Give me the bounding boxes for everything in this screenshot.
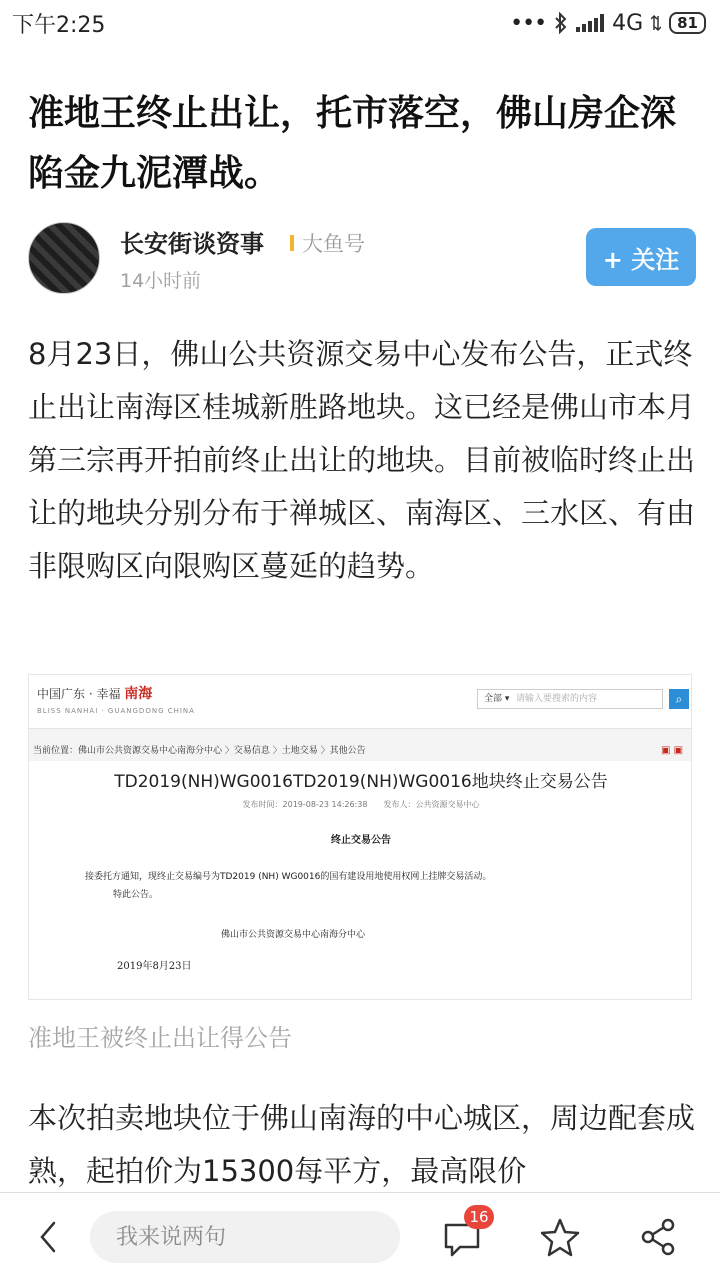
image-notice-body: 接委托方通知，现终止交易编号为TD2019 (NH) WG0016的国有建设用地使用权网上挂牌交易活动。 — [85, 872, 492, 882]
comment-input[interactable] — [90, 1211, 400, 1263]
bluetooth-icon — [554, 12, 568, 34]
battery-icon: 81 — [669, 12, 706, 34]
bottom-toolbar — [0, 1192, 720, 1280]
image-notice-subtitle: 终止交易公告 — [331, 835, 391, 846]
status-time: 下午2:25 — [12, 12, 106, 38]
post-time: 14小时前 — [120, 270, 202, 292]
article-paragraph: 本次拍卖地块位于佛山南海的中心城区，周边配套成熟，起拍价为15300每平方，最高限价 — [28, 1101, 696, 1188]
author-tag — [290, 228, 365, 258]
author-avatar[interactable] — [28, 222, 100, 294]
image-search-box: 全部 ▾ 请输入要搜索的内容 — [477, 689, 663, 709]
signal-icon — [576, 14, 604, 32]
image-notice-title: TD2019(NH)WG0016TD2019(NH)WG0016地块终止交易公告 — [114, 772, 608, 792]
status-bar — [0, 0, 720, 46]
image-caption: 准地王被终止出让得公告 — [28, 1024, 292, 1052]
more-dots-icon: ••• — [510, 10, 547, 36]
favorite-star-icon[interactable] — [538, 1215, 582, 1259]
image-notice-closing: 特此公告。 — [113, 890, 159, 900]
image-site-header — [29, 675, 691, 729]
share-icon[interactable] — [636, 1215, 680, 1259]
image-search-icon: ⌕ — [669, 689, 689, 709]
follow-button[interactable]: + 关注 — [586, 228, 696, 286]
data-arrows-icon — [651, 12, 661, 34]
back-icon[interactable] — [30, 1213, 66, 1261]
image-site-logo: 中国广东 · 幸福 南海 — [37, 686, 153, 702]
status-icons — [510, 11, 706, 36]
tag-bar-icon — [290, 235, 294, 251]
image-notice-panel — [29, 761, 692, 1000]
article-paragraph: 8月23日，佛山公共资源交易中心发布公告，正式终止出让南海区桂城新胜路地块。这已经是佛山市本月第三宗再开拍前终止出让的地块。目前被临时终止出让的地块分别分布于禅城区、南海区、三水区、有由非限购区向限购区蔓延的趋势。 — [28, 337, 696, 583]
image-notice-org: 佛山市公共资源交易中心南海分中心 — [221, 930, 366, 940]
article-title: 准地王终止出让，托市落空，佛山房企深陷金九泥潭战。 — [28, 93, 677, 194]
image-breadcrumb: 当前位置：佛山市公共资源交易中心南海分中心 〉交易信息 〉土地交易 〉其他公告 — [33, 746, 366, 756]
author-name[interactable]: 长安街谈资事 — [120, 230, 264, 258]
author-tag-label: 大鱼号 — [302, 232, 365, 256]
image-notice-meta: 发布时间：2019-08-23 14:26:38 发布人：公共资源交易中心 — [242, 800, 480, 809]
author-row — [28, 220, 696, 296]
image-site-subtitle: BLISS NANHAI · GUANGDONG CHINA — [37, 707, 195, 715]
comment-count-badge: 16 — [464, 1205, 494, 1229]
network-type: 4G — [612, 10, 644, 36]
notice-image[interactable] — [28, 674, 692, 1000]
image-print-icons: ▣ ▣ — [661, 745, 684, 756]
image-notice-date: 2019年8月23日 — [117, 961, 192, 972]
